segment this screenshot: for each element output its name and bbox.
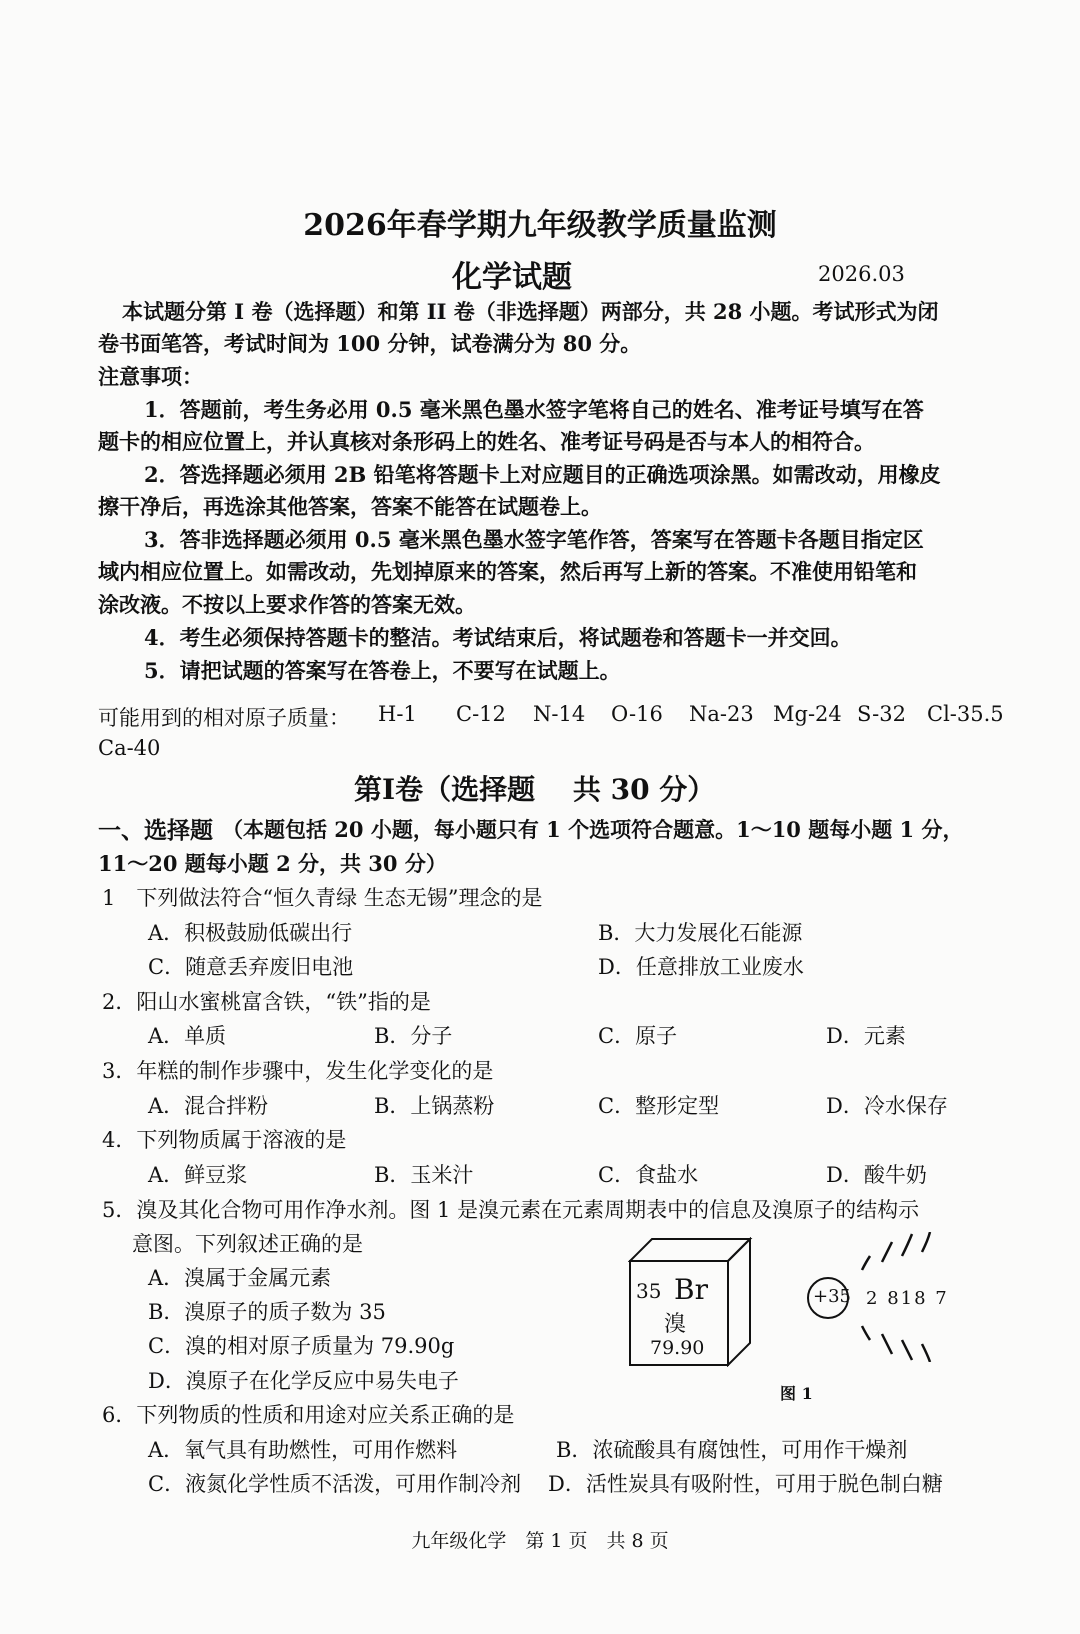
note-line: 5．请把试题的答案写在答卷上，不要写在试题上。: [144, 658, 621, 683]
q4-option-c: C．食盐水: [598, 1163, 699, 1187]
note-line: 域内相应位置上。如需改动，先划掉原来的答案，然后再写上新的答案。不准使用铅笔和: [98, 559, 917, 584]
q3-option-b: B．上锅蒸粉: [374, 1094, 495, 1118]
q3-option-a: A．混合拌粉: [148, 1094, 269, 1118]
q1-option-a: A．积极鼓励低碳出行: [148, 921, 353, 945]
note-line: 3．答非选择题必须用 0.5 毫米黑色墨水签字笔作答，答案写在答题卡各题目指定区: [144, 527, 924, 552]
exam-title: 2026年春学期九年级教学质量监测: [303, 208, 777, 243]
shell-count: 2: [866, 1288, 880, 1309]
part1-title: 第I卷（选择题 共 30 分）: [354, 773, 716, 806]
q3-option-d: D．冷水保存: [826, 1094, 948, 1118]
q2-option-d: D．元素: [826, 1024, 906, 1048]
q2-option-c: C．原子: [598, 1024, 678, 1048]
periodic-table-cell: [628, 1237, 758, 1367]
mass-item: Cl-35.5: [927, 702, 1004, 726]
note-line: 2．答选择题必须用 2B 铅笔将答题卡上对应题目的正确选项涂黑。如需改动，用橡皮: [144, 462, 941, 487]
q5-option-c: C．溴的相对原子质量为 79.90g: [148, 1334, 455, 1358]
note-line: 擦干净后，再选涂其他答案，答案不能答在试题卷上。: [98, 494, 602, 519]
q5-option-a: A．溴属于金属元素: [148, 1266, 332, 1290]
element-name: 溴: [664, 1312, 687, 1337]
element-symbol: Br: [674, 1273, 708, 1306]
q2-option-b: B．分子: [374, 1024, 453, 1048]
section-desc-1: （本题包括 20 小题，每小题只有 1 个选项符合题意。1～10 题每小题 1 分，: [222, 817, 964, 842]
question-5-stem-2: 意图。下列叙述正确的是: [132, 1232, 363, 1256]
atom-structure-diagram: [806, 1232, 956, 1362]
mass-item: C-12: [456, 702, 506, 726]
q2-option-a: A．单质: [148, 1024, 227, 1048]
intro-line-2: 卷书面笔答，考试时间为 100 分钟，试卷满分为 80 分。: [98, 331, 642, 356]
q5-option-d: D．溴原子在化学反应中易失电子: [148, 1369, 459, 1393]
q1-option-c: C．随意丢弃废旧电池: [148, 955, 354, 979]
electron-shells: [866, 1288, 949, 1309]
q1-option-d: D．任意排放工业废水: [598, 955, 804, 979]
masses-label: 可能用到的相对原子质量：: [98, 706, 350, 730]
q6-option-b: B．浓硫酸具有腐蚀性，可用作干燥剂: [556, 1438, 908, 1462]
element-atomic-number: 35: [636, 1279, 662, 1303]
q3-option-c: C．整形定型: [598, 1094, 720, 1118]
page-footer: 九年级化学 第 1 页 共 8 页: [411, 1530, 669, 1552]
notes-heading: 注意事项：: [98, 364, 203, 389]
q6-option-c: C．液氮化学性质不活泼，可用作制冷剂: [148, 1472, 522, 1496]
question-6-stem: 6．下列物质的性质和用途对应关系正确的是: [102, 1403, 515, 1427]
q1-option-b: B．大力发展化石能源: [598, 921, 803, 945]
shell-count: 7: [935, 1288, 949, 1309]
question-2-stem: 2．阳山水蜜桃富含铁，“铁”指的是: [102, 990, 431, 1014]
element-mass: 79.90: [650, 1337, 705, 1359]
q4-option-a: A．鲜豆浆: [148, 1163, 248, 1187]
q5-option-b: B．溴原子的质子数为 35: [148, 1300, 386, 1324]
mass-item-extra: Ca-40: [98, 736, 161, 760]
note-line: 1．答题前，考生务必用 0.5 毫米黑色墨水签字笔将自己的姓名、准考证号填写在答: [144, 397, 924, 422]
mass-item: N-14: [533, 702, 586, 726]
shell-count: 8: [887, 1288, 901, 1309]
note-line: 题卡的相应位置上，并认真核对条形码上的姓名、准考证号码是否与本人的相符合。: [98, 429, 875, 454]
section-desc-2: 11～20 题每小题 2 分，共 30 分）: [98, 851, 447, 876]
note-line: 涂改液。不按以上要求作答的答案无效。: [98, 592, 476, 617]
note-line: 4．考生必须保持答题卡的整洁。考试结束后，将试题卷和答题卡一并交回。: [144, 625, 852, 650]
q6-option-d: D．活性炭具有吸附性，可用于脱色制白糖: [548, 1472, 943, 1496]
question-4-stem: 4．下列物质属于溶液的是: [102, 1128, 347, 1152]
q6-option-a: A．氧气具有助燃性，可用作燃料: [148, 1438, 458, 1462]
nucleus-charge: +35: [813, 1286, 851, 1307]
q4-option-b: B．玉米汁: [374, 1163, 474, 1187]
mass-item: Na-23: [689, 702, 754, 726]
mass-item: S-32: [857, 702, 906, 726]
shell-count: 18: [900, 1288, 928, 1309]
subject-title: 化学试题: [452, 260, 572, 295]
intro-line-1: 本试题分第 I 卷（选择题）和第 II 卷（非选择题）两部分，共 28 小题。考试形式为闭: [122, 299, 939, 324]
figure-caption: 图 1: [780, 1384, 813, 1403]
section-heading: 一、选择题: [98, 817, 213, 844]
mass-item: H-1: [378, 702, 417, 726]
mass-item: Mg-24: [773, 702, 842, 726]
q4-option-d: D．酸牛奶: [826, 1163, 927, 1187]
mass-item: O-16: [611, 702, 663, 726]
question-5-stem-1: 5．溴及其化合物可用作净水剂。图 1 是溴元素在元素周期表中的信息及溴原子的结构示: [102, 1198, 920, 1222]
question-1-stem: 1 下列做法符合“恒久青绿 生态无锡”理念的是: [102, 886, 543, 910]
question-3-stem: 3．年糕的制作步骤中，发生化学变化的是: [102, 1059, 494, 1083]
exam-date: 2026.03: [818, 262, 905, 286]
